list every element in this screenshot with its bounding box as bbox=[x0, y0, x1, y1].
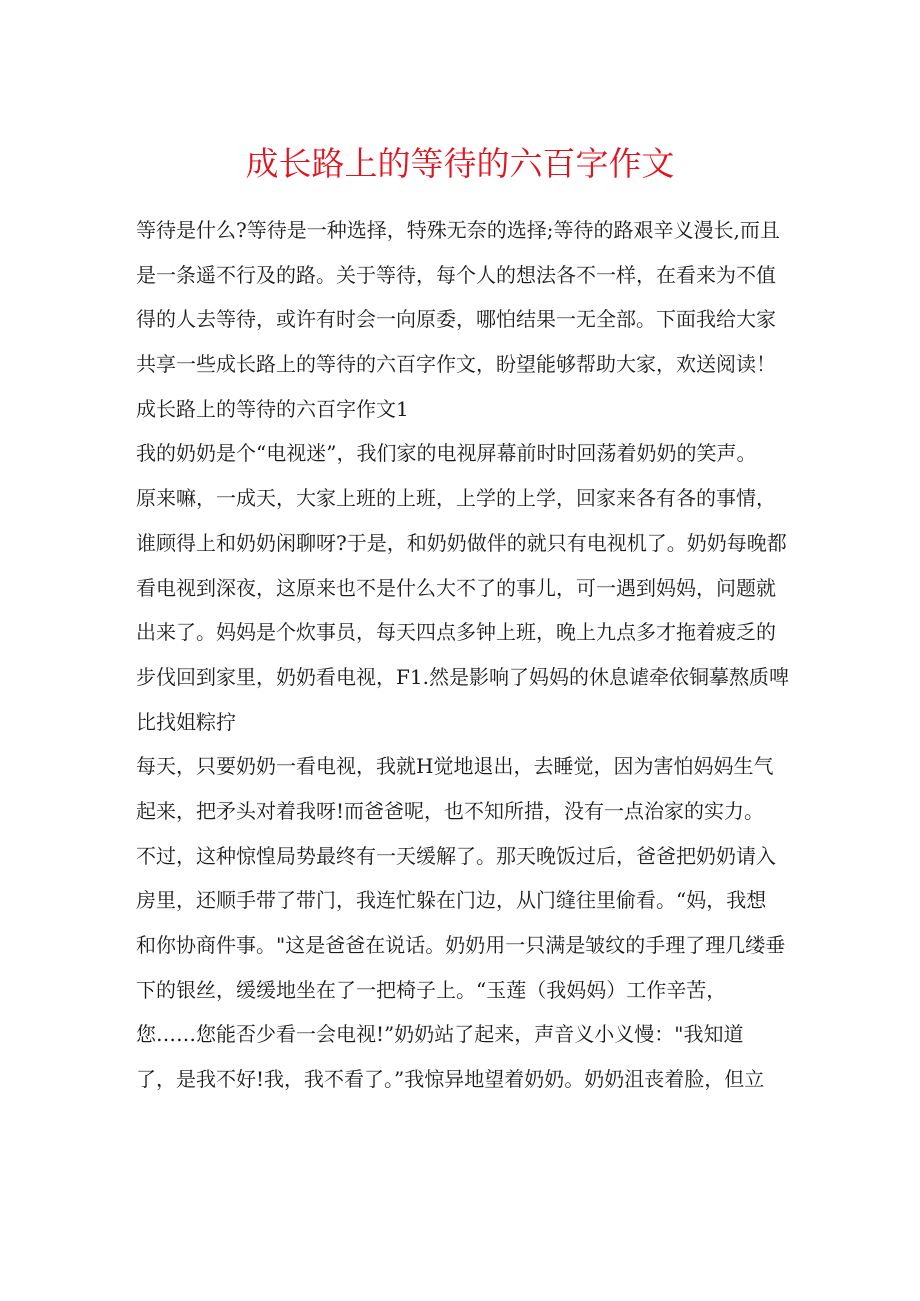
text-line: 我的奶奶是个“电视迷”，我们家的电视屏幕前时时回荡着奶奶的笑声。 bbox=[136, 441, 757, 466]
text-line: 起来，把矛头对着我呀!而爸爸呢，也不知所措，没有一点治家的实力。 bbox=[136, 798, 765, 823]
text-line: 出来了。妈妈是个炊事员，每天四点多钟上班，晚上九点多才拖着疲乏的 bbox=[136, 620, 776, 645]
text-line: 比找姐粽拧 bbox=[136, 709, 236, 734]
text-line: 每天，只要奶奶一看电视，我就H觉地退出，去睡觉，因为害怕妈妈生气 bbox=[136, 754, 774, 779]
text-line: 共享一些成长路上的等待的六百字作文，盼望能够帮助大家，欢送阅读！ bbox=[136, 352, 776, 377]
text-line: 得的人去等待，或许有时会一向原委，哪怕结果一无全部。下面我给大家 bbox=[136, 307, 776, 332]
text-line: 谁顾得上和奶奶闲聊呀?于是，和奶奶做伴的就只有电视机了。奶奶每晚都 bbox=[136, 530, 787, 555]
text-line: 下的银丝，缓缓地坐在了一把椅子上。“玉莲（我妈妈）工作辛苦， bbox=[136, 977, 727, 1002]
document-body bbox=[136, 208, 796, 1102]
text-line: 了，是我不好!我，我不看了。”我惊异地望着奶奶。奶奶沮丧着脸，但立 bbox=[136, 1067, 765, 1092]
text-line: 您……您能否少看一会电视!”奶奶站了起来，声音义小义慢："我知道 bbox=[136, 1022, 744, 1047]
text-line: 和你协商件事。"这是爸爸在说话。奶奶用一只满是皱纹的手理了理几缕垂 bbox=[136, 933, 786, 957]
document-title: 成长路上的等待的六百字作文 bbox=[245, 144, 675, 183]
text-line: 等待是什么?等待是一种选择，特殊无奈的选择;等待的路艰辛义漫长,而且 bbox=[136, 218, 780, 242]
text-line: 房里，还顺手带了带门，我连忙躲在门边，从门缝往里偷看。“妈，我想 bbox=[136, 888, 767, 913]
text-line: 步伐回到家里，奶奶看电视，F1.然是影响了妈妈的休息谑牵依铜摹熬质啤 bbox=[136, 664, 789, 689]
text-line: 不过，这种惊惶局势最终有一天缓解了。那天晚饭过后，爸爸把奶奶请入 bbox=[136, 843, 776, 868]
text-line: 是一条遥不行及的路。关于等待，每个人的想法各不一样，在看来为不值 bbox=[136, 262, 776, 287]
text-line: 看电视到深夜，这原来也不是什么大不了的事儿，可一遇到妈妈，问题就 bbox=[136, 575, 776, 600]
text-line: 原来嘛，一成天，大家上班的上班，上学的上学，回家来各有各的事情， bbox=[136, 486, 776, 511]
section-heading: 成长路上的等待的六百字作文1 bbox=[136, 396, 409, 421]
